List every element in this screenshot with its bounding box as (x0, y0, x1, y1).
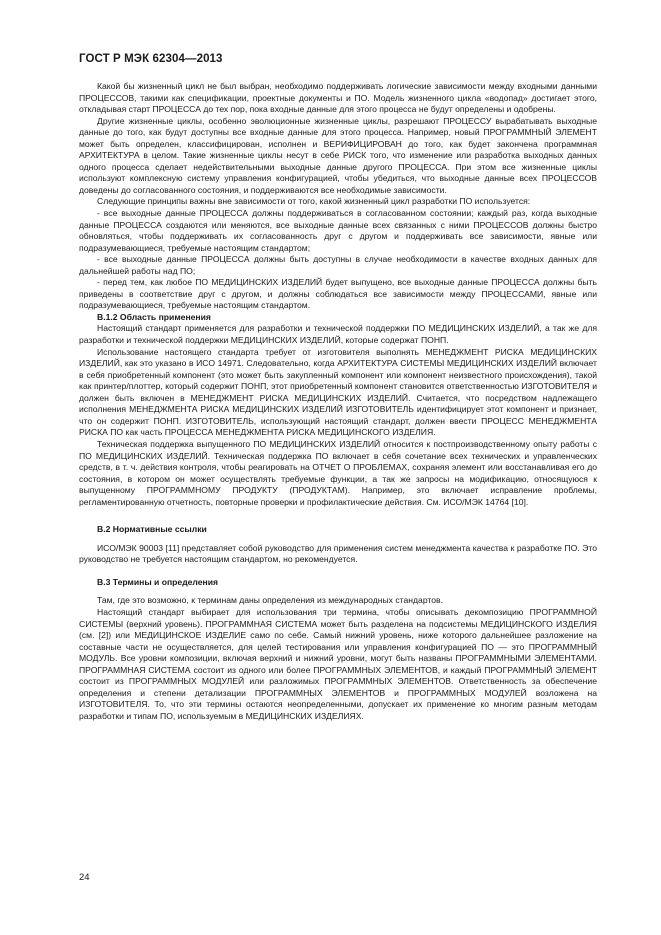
paragraph: ИСО/МЭК 90003 [11] представляет собой руководство для применения систем менеджмента качества к разработке ПО. Это руководство не требуется настоящим стандартом, но рекомендуется. (79, 542, 597, 565)
document-body (79, 81, 597, 722)
paragraph: Настоящий стандарт применяется для разработки и технической поддержки ПО МЕДИЦИНСКИХ ИЗДЕЛИЙ, а так же для разработки и технической поддержки МЕДИЦИНСКИХ ИЗДЕЛИЙ, которые содержат ПОНП. (79, 323, 597, 346)
document-header: ГОСТ Р МЭК 62304—2013 (79, 53, 223, 65)
paragraph: Использование настоящего стандарта требует от изготовителя выполнять МЕНЕДЖМЕНТ РИСКА МЕДИЦИНСКИХ ИЗДЕЛИЙ, как это указано в ИСО 14971. Следовательно, когда АРХИТЕКТУРА СИСТЕМЫ МЕДИЦИНСКИХ ИЗДЕЛИЙ включает в себя приобретенный компонент (это может быть закупленный компонент или компонент неизвестного происхождения), такой как принтер/плоттер, который содержит ПОНП, этот приобретенный компонент становится ответственностью ИЗГОТОВИТЕЛЯ и должен быть включен в МЕНЕДЖМЕНТ РИСКА МЕДИЦИНСКИХ ИЗДЕЛИЙ. Считается, что посредством надлежащего исполнения МЕНЕДЖМЕНТА РИСКА МЕДИЦИНСКИХ ИЗДЕЛИЙ ИЗГОТОВИТЕЛЬ идентифицирует этот компонент и признает, что он содержит ПОНП. ИЗГОТОВИТЕЛЬ, использующий настоящий стандарт, должен ввести ПРОЦЕСС МЕНЕДЖМЕНТА РИСКА ПО как часть ПРОЦЕССА МЕНЕДЖМЕНТА РИСКА МЕДИЦИНСКОГО ИЗДЕЛИЯ. (79, 346, 597, 438)
list-item: - все выходные данные ПРОЦЕССА должны поддерживаться в согласованном состоянии; каждый раз, когда выходные данные ПРОЦЕССА создаются или меняются, все выходные данные всех связанных с ними ПРОЦЕССОВ должны быстро обновляться, чтобы поддерживать их согласованность друг с другом и поддерживать все зависимости, явные или подразумевающиеся, требуемые настоящим стандартом; (79, 208, 597, 253)
paragraph: Какой бы жизненный цикл не был выбран, необходимо поддерживать логические зависимости между входными данными ПРОЦЕССОВ, такими как спецификации, проектные документы и ПО. Модель жизненного цикла «водопад» достигает этого, откладывая старт ПРОЦЕССА до тех пор, пока входные данные для этого процесса не будут определены и одобрены. (79, 81, 597, 115)
page-number: 24 (79, 872, 90, 883)
section-heading: В.3 Термины и определения (97, 576, 219, 587)
paragraph: Настоящий стандарт выбирает для использования три термина, чтобы описывать декомпозицию ПРОГРАММНОЙ СИСТЕМЫ (верхний уровень). ПРОГРАММНАЯ СИСТЕМА может быть разделена на подсистемы МЕДИЦИНСКОГО ИЗДЕЛИЯ (см. [2]) или МЕДИЦИНСКОЕ ИЗДЕЛИЕ само по себе. Самый нижний уровень, ниже которого дальнейшее разложение на составные части не осуществляется, для целей тестирования или управления конфигурацией ПО — это ПРОГРАММНЫЙ МОДУЛЬ. Все уровни композиции, включая верхний и нижний уровни, могут быть названы ПРОГРАММНЫМИ ЭЛЕМЕНТАМИ. ПРОГРАММНАЯ СИСТЕМА состоит из одного или более ПРОГРАММНЫХ ЭЛЕМЕНТОВ, и каждый ПРОГРАММНЫЙ ЭЛЕМЕНТ состоит из ПРОГРАММНЫХ МОДУЛЕЙ или разложимых ПРОГРАММНЫХ ЭЛЕМЕНТОВ. Ответственность за обеспечение определения и степени детализации ПРОГРАММНЫХ ЭЛЕМЕНТОВ и ПРОГРАММНЫХ МОДУЛЕЙ возложена на ИЗГОТОВИТЕЛЯ. То, что эти термины остаются неопределенными, допускает их применение ко многим разным методам разработки и типам ПО, используемым в МЕДИЦИНСКИХ ИЗДЕЛИЯХ. (79, 606, 597, 721)
paragraph: Следующие принципы важны вне зависимости от того, какой жизненный цикл разработки ПО используется: (97, 196, 531, 207)
paragraph: Там, где это возможно, к терминам даны определения из международных стандартов. (97, 595, 443, 606)
paragraph: Техническая поддержка выпущенного ПО МЕДИЦИНСКИХ ИЗДЕЛИЙ относится к постпроизводственному опыту работы с ПО МЕДИЦИНСКИХ ИЗДЕЛИЙ. Техническая поддержка ПО включает в себя сочетание всех технических и управленческих средств, в т. ч. действия контроля, чтобы реагировать на ОТЧЕТ О ПРОБЛЕМАХ, сохраняя элемент или восстанавливая его до состояния, в котором он может осуществлять требуемые функции, а так же запросы на модификацию, относящуюся к выпущенному ПРОГРАММНОМУ ПРОДУКТУ (ПРОДУКТАМ). Например, это включает исправление проблемы, регламентированную отчетность, повторные проверки и профилактические действия. См. ИСО/МЭК 14764 [10]. (79, 438, 597, 507)
list-item: - все выходные данные ПРОЦЕССА должны быть доступны в случае необходимости в качестве входных данных для дальнейшей работы над ПО; (79, 254, 597, 276)
list-item: - перед тем, как любое ПО МЕДИЦИНСКИХ ИЗДЕЛИЙ будет выпущено, все выходные данные ПРОЦЕССА должны быть приведены в соответствие друг с другом, и должны соблюдаться все зависимости между ПРОЦЕССАМИ, явные или подразумевающиеся, требуемые настоящим стандартом. (79, 277, 597, 311)
subsection-heading: В.1.2 Область применения (97, 311, 211, 322)
paragraph: Другие жизненные циклы, особенно эволюционные жизненные циклы, разрешают ПРОЦЕССУ вырабатывать выходные данные до того, как будут доступны все входные данные для этого процесса. Например, новый ПРОГРАММНЫЙ ЭЛЕМЕНТ может быть определен, классифицирован, исполнен и ВЕРИФИЦИРОВАН до того, как будет закончена программная АРХИТЕКТУРА в целом. Такие жизненные циклы несут в себе РИСК того, что изменение или разработка выходных данных одного процесса сделает недействительными выходные данные другого ПРОЦЕССА. При этом все жизненные циклы используют комплексную систему управления конфигурацией, чтобы убедиться, что выходные данные всех ПРОЦЕССОВ доведены до согласованного состояния, и поддерживаются все необходимые зависимости. (79, 115, 597, 195)
section-heading: В.2 Нормативные ссылки (97, 524, 207, 535)
